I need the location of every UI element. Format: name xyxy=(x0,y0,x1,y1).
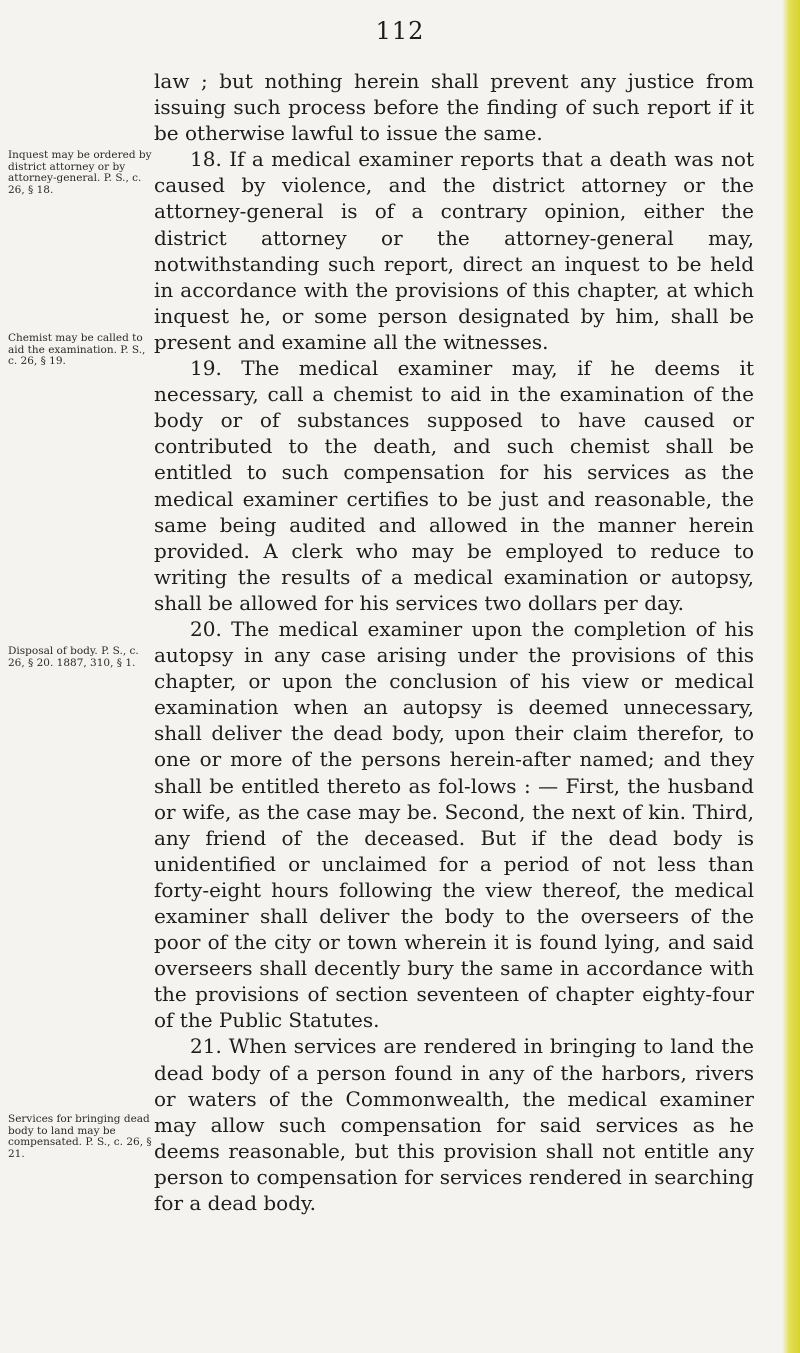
margin-note-services: Services for bringing dead body to land may be compensated. P. S., c. 26, § 21. xyxy=(8,1113,152,1160)
page-number: 112 xyxy=(375,17,425,45)
section-19: 19. The medical examiner may, if he deems it necessary, call a chemist to aid in the examination of the body or of substances supposed to have caused or contributed to the death, and such chemist shall be entitled to such compensation for his services as the medical examiner certifies to be just and reasonable, the same being audited and allowed in the manner herein provided. A clerk who may be employed to reduce to writing the results of a medical examination or autopsy, shall be allowed for his services two dollars per day. xyxy=(154,356,754,615)
section-20: 20. The medical examiner upon the completion of his autopsy in any case arising under the provisions of this chapter, or upon the conclusion of his view or medical examination when an autopsy is deemed unnecessary, shall deliver the dead body, upon their claim therefor, to one or more of the persons herein-after named; and they shall be entitled thereto as fol-lows : — First, the husband or wife, as the case may be. Second, the next of kin. Third, any friend of the deceased. But if the dead body is unidentified or unclaimed for a period of not less than forty-eight hours following the view thereof, the medical examiner shall deliver the body to the overseers of the poor of the city or town wherein it is found lying, and said overseers shall decently bury the same in accordance with the provisions of section seventeen of chapter eighty-four of the Public Statutes. xyxy=(154,616,754,1033)
margin-note-disposal: Disposal of body. P. S., c. 26, § 20. 1887, 310, § 1. xyxy=(8,645,139,669)
margin-note-inquest: Inquest may be ordered by district attorney or by attorney-general. P. S., c. 26, § 18. xyxy=(8,149,152,196)
section-21: 21. When services are rendered in bringing to land the dead body of a person found in any of the harbors, rivers or waters of the Commonwealth, the medical examiner may allow such compensation for said services as he deems reasonable, but this provision shall not entitle any person to compensation for services rendered in searching for a dead body. xyxy=(154,1034,754,1216)
body-text xyxy=(154,68,754,1216)
margin-note-chemist: Chemist may be called to aid the examination. P. S., c. 26, § 19. xyxy=(8,332,146,367)
page-edge xyxy=(782,0,800,1353)
paragraph-continuation: law ; but nothing herein shall prevent any justice from issuing such process before the finding of such report if it be otherwise lawful to issue the same. xyxy=(154,69,754,146)
section-18: 18. If a medical examiner reports that a death was not caused by violence, and the district attorney or the attorney-general is of a contrary opinion, either the district attorney or the attorney-general may, notwithstanding such report, direct an inquest to be held in accordance with the provisions of this chapter, at which inquest he, or some person designated by him, shall be present and examine all the witnesses. xyxy=(154,147,754,354)
